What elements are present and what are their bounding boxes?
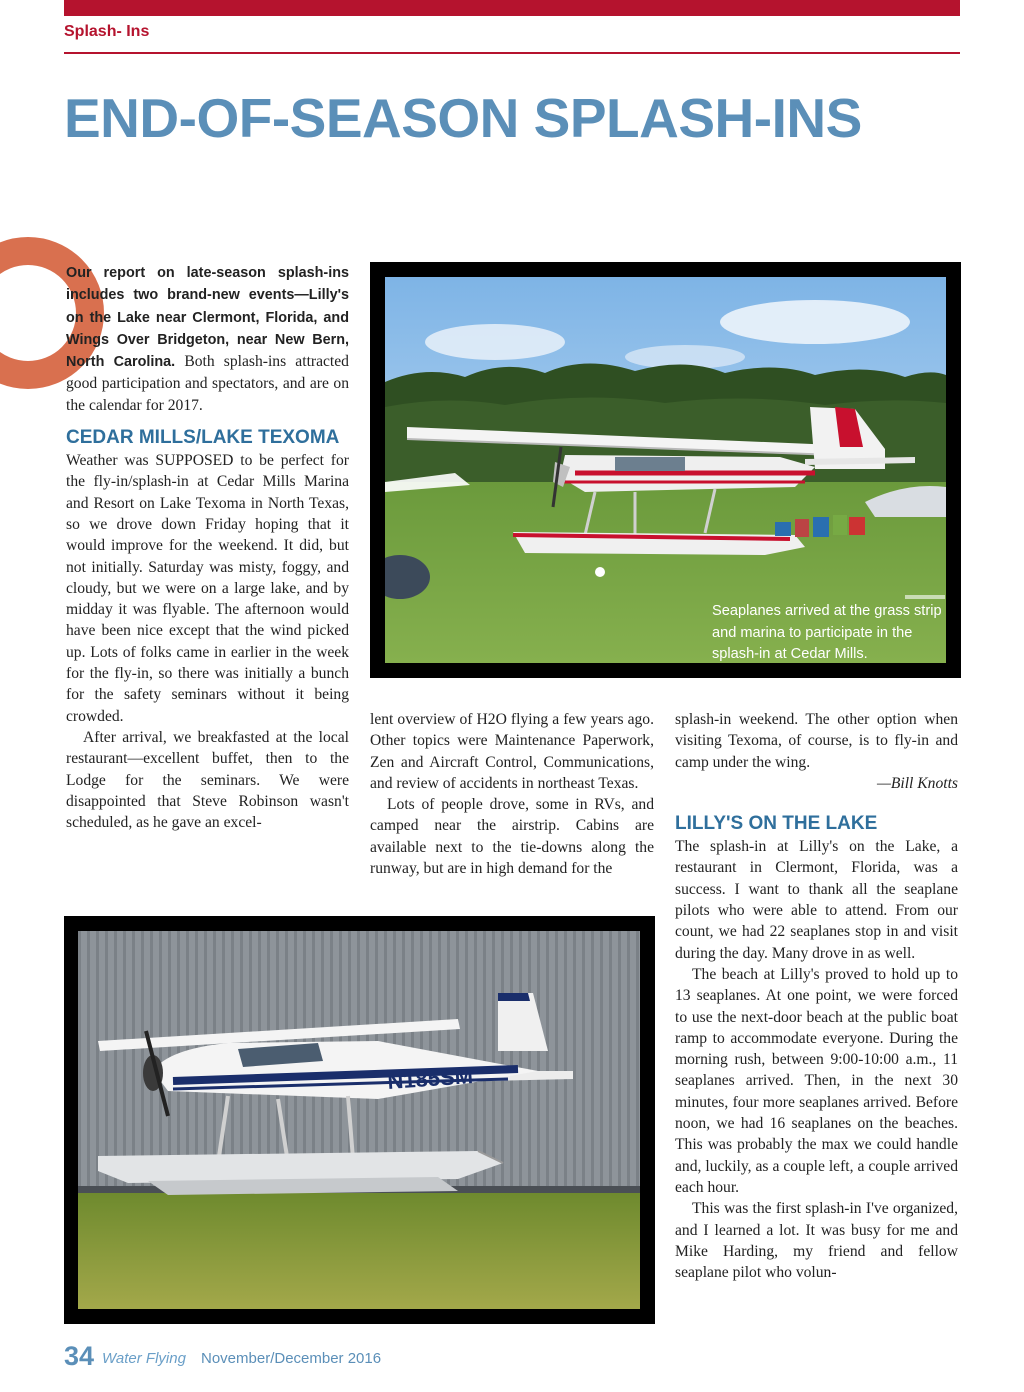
intro-lead: Our report on late-season splash-ins includes two brand-new events—Lilly's on the Lake near Clermont, Florida, and Wings Over Bridgeton, near New Bern, North Carolina. — [66, 265, 349, 371]
top-color-bar — [64, 0, 960, 16]
cedar-paragraph-3: Lots of people drove, some in RVs, and camped near the airstrip. Cabins are available next to the tie-downs along the runway, but are in high demand for the — [370, 796, 654, 878]
intro-paragraph — [66, 262, 349, 416]
issue-date: November/December 2016 — [201, 1350, 382, 1367]
lilly-paragraph-1: The splash-in at Lilly's on the Lake, a restaurant in Clermont, Florida, was a success. I want to thank all the seaplane pilots who were able to attend. From our count, we had 22 seaplanes stop in and visit during the day. Many drove in as well. — [675, 838, 958, 962]
intro-rest: Both splash-ins attracted good participation and spectators, and are on the calendar for 2017. — [66, 353, 349, 414]
cedar-paragraph-2-cont: lent overview of H2O flying a few years ago. Other topics were Maintenance Paperwork, Zen and Aircraft Control, Communications, and review of accidents in northeast Texas. — [370, 711, 654, 792]
magazine-name: Water Flying — [102, 1350, 186, 1367]
lilly-paragraph-3: This was the first splash-in I've organized, and I learned a lot. It was busy for me and Mike Harding, my friend and fellow seaplane pilot who volun- — [675, 1200, 958, 1282]
photo-cedar-mills — [370, 262, 961, 678]
lilly-paragraph-2: The beach at Lilly's proved to hold up to 13 seaplanes. At one point, we were forced to use the next-door beach at the public boat ramp to accommodate everyone. During the morning rush, between 9:00-10:00 a.m., 11 seaplanes arrived. Then, in the next 30 minutes, four more seaplanes arrived. Before noon, we had 16 seaplanes on the beaches. This was probably the max we could handle and, luckily, as a couple left, a couple arrived each hour. — [675, 965, 958, 1196]
lillys-heading: LILLY'S ON THE LAKE — [675, 813, 878, 835]
cedar-paragraph-3-cont: splash-in weekend. The other option when visiting Texoma, of course, is to fly-in and camp under the wing. — [675, 711, 958, 771]
cedar-paragraph-2: After arrival, we breakfasted at the local restaurant—excellent buffet, then to the Lodge for the seminars. We were disappointed that Steve Robinson wasn't scheduled, as he gave an excel- — [66, 728, 349, 832]
column-3 — [675, 709, 958, 1283]
column-1 — [66, 262, 349, 833]
cedar-paragraph-1: Weather was SUPPOSED to be perfect for the fly-in/splash-in at Cedar Mills Marina and Resort on Lake Texoma in North Texas, so we drove down Friday hoping that it would improve for the weekend. It did, but not initially. Saturday was misty, foggy, and cloudy, but we were on a large lake, and by midday it was flyable. The afternoon would have been nice except that the wind picked up. Lots of folks came in earlier in the week for the fly-in, so there was initially a bunch for the safety seminars without it being crowded. — [66, 452, 349, 725]
page-number: 34 — [64, 1341, 95, 1371]
article-title: END-OF-SEASON SPLASH-INS — [64, 87, 862, 149]
aircraft-registration: N185SM — [386, 1063, 474, 1094]
column-2 — [370, 709, 654, 879]
section-label: Splash- Ins — [64, 23, 150, 40]
cessna-on-floats-image — [78, 931, 640, 1309]
section-rule — [64, 52, 960, 54]
byline: —Bill Knotts — [876, 774, 958, 792]
cedar-mills-heading: CEDAR MILLS/LAKE TEXOMA — [66, 427, 340, 449]
photo-caption: Seaplanes arrived at the grass strip and marina to participate in the splash-in at Cedar Mills. — [712, 603, 942, 662]
photo-n185sm — [64, 916, 655, 1324]
